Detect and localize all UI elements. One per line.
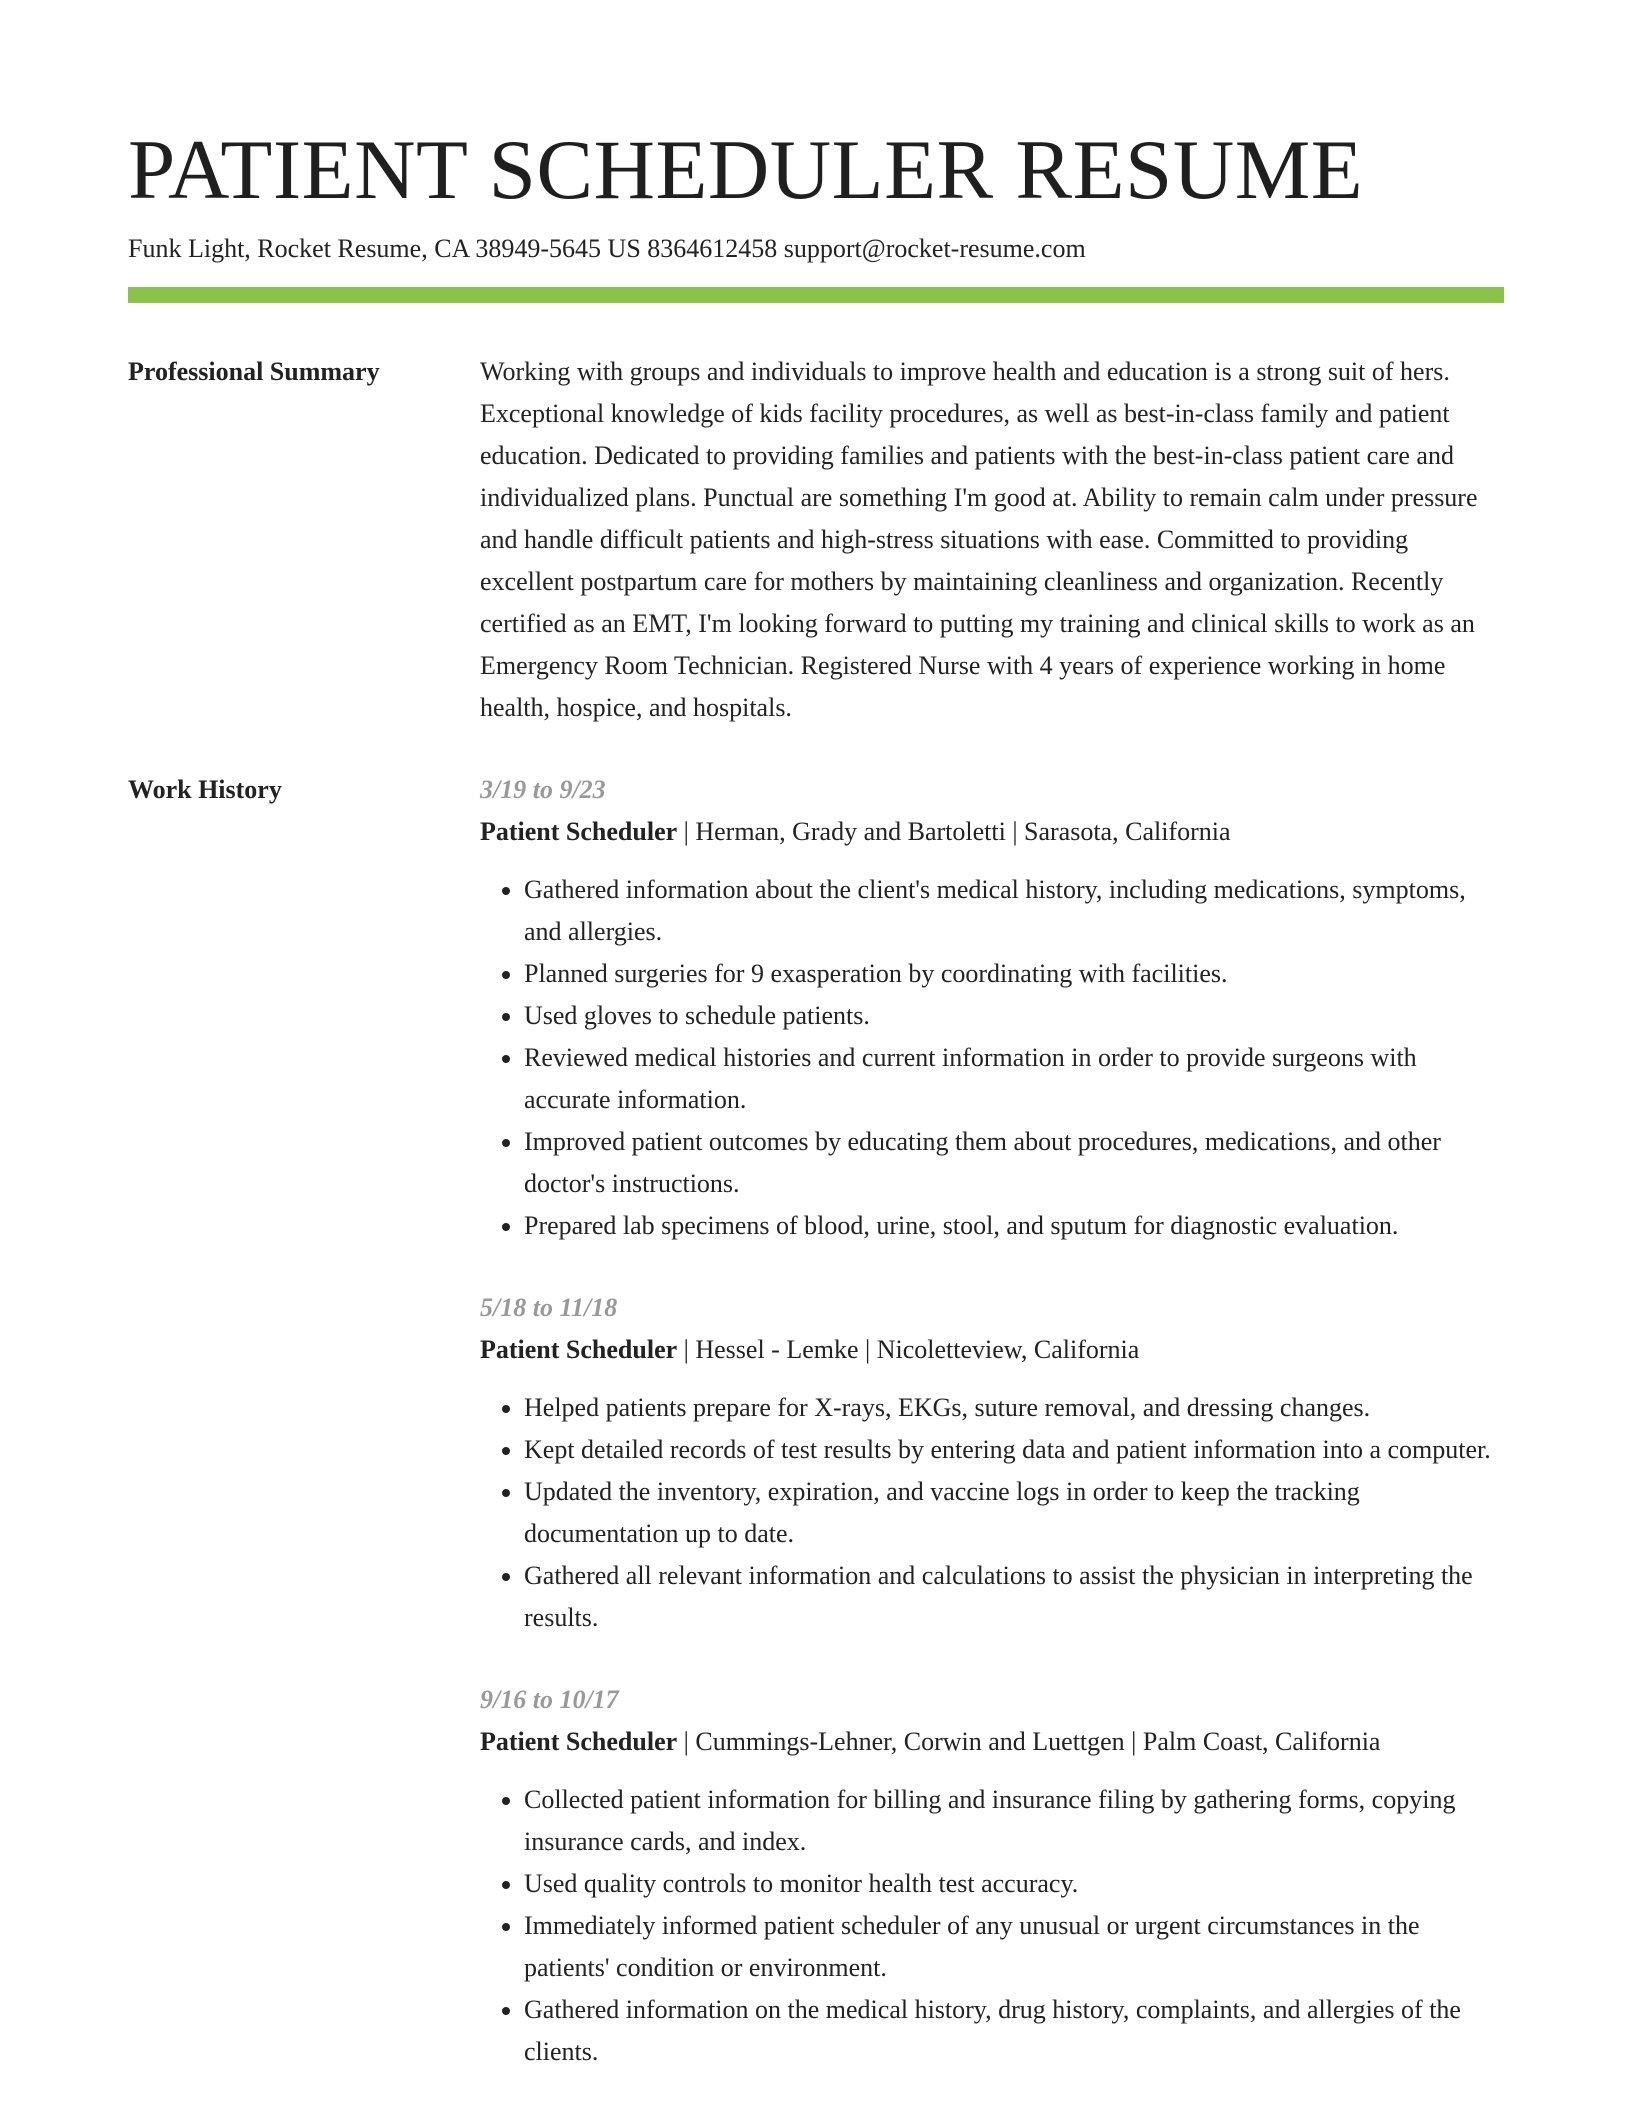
job-employer-location: | Herman, Grady and Bartoletti | Sarasota, California [677, 817, 1231, 846]
header-divider [128, 287, 1504, 303]
job-dates: 3/19 to 9/23 [480, 775, 606, 804]
job-duty: • Kept detailed records of test results by entering data and patient information into a computer. [524, 1429, 1504, 1471]
job-heading [480, 1329, 1504, 1371]
job-duty: • Gathered all relevant information and calculations to assist the physician in interpreting the results. [524, 1555, 1504, 1639]
resume-title: PATIENT SCHEDULER RESUME [128, 123, 1364, 217]
job-title: Patient Scheduler [480, 817, 678, 846]
work-history-section [128, 769, 1504, 2073]
job-duty: • Reviewed medical histories and current information in order to provide surgeons with accurate information. [524, 1037, 1504, 1121]
job-employer-location: | Hessel - Lemke | Nicoletteview, California [677, 1335, 1140, 1364]
job-duties-list [480, 1779, 1504, 2073]
job-duty: • Improved patient outcomes by educating them about procedures, medications, and other doctor's instructions. [524, 1121, 1504, 1205]
job-duty: • Collected patient information for billing and insurance filing by gathering forms, copying insurance cards, and index. [524, 1779, 1504, 1863]
job-duty: • Used quality controls to monitor health test accuracy. [524, 1863, 1504, 1905]
job-dates: 9/16 to 10/17 [480, 1685, 619, 1714]
resume-page [128, 120, 1504, 2073]
section-heading-summary: Professional Summary [128, 357, 380, 386]
job-entry [480, 1679, 1504, 2073]
job-title: Patient Scheduler [480, 1727, 678, 1756]
job-dates: 5/18 to 11/18 [480, 1293, 618, 1322]
contact-info: Funk Light, Rocket Resume, CA 38949-5645 US 8364612458 support@rocket-resume.com [128, 234, 1086, 263]
job-duty: • Immediately informed patient scheduler of any unusual or urgent circumstances in the patients' condition or environment. [524, 1905, 1504, 1989]
job-heading [480, 1721, 1504, 1763]
summary-text: Working with groups and individuals to improve health and education is a strong suit of hers. Exceptional knowledge of kids facility procedures, as well as best-in-class family and patient education. Dedicated to providing families and patients with the best-in-class patient care and individualized plans. Punctual are something I'm good at. Ability to remain calm under pressure and handle difficult patients and high-stress situations with ease. Committed to providing excellent postpartum care for mothers by maintaining cleanliness and organization. Recently certified as an EMT, I'm looking forward to putting my training and clinical skills to work as an Emergency Room Technician. Registered Nurse with 4 years of experience working in home health, hospice, and hospitals. [480, 357, 1478, 722]
job-employer-location: | Cummings-Lehner, Corwin and Luettgen | Palm Coast, California [677, 1727, 1381, 1756]
job-heading [480, 811, 1504, 853]
job-duty: • Prepared lab specimens of blood, urine, stool, and sputum for diagnostic evaluation. [524, 1205, 1504, 1247]
job-duty: • Gathered information on the medical history, drug history, complaints, and allergies of the clients. [524, 1989, 1504, 2073]
job-duties-list [480, 1387, 1504, 1639]
job-duty: • Helped patients prepare for X-rays, EKGs, suture removal, and dressing changes. [524, 1387, 1504, 1429]
job-entry [480, 769, 1504, 1247]
job-entry [480, 1287, 1504, 1639]
job-duties-list [480, 869, 1504, 1247]
summary-body [480, 351, 1504, 729]
professional-summary-section [128, 351, 1504, 729]
job-duty: • Gathered information about the client's medical history, including medications, symptoms, and allergies. [524, 869, 1504, 953]
job-duty: • Planned surgeries for 9 exasperation by coordinating with facilities. [524, 953, 1504, 995]
job-duty: • Used gloves to schedule patients. [524, 995, 1504, 1037]
work-history-body [480, 769, 1504, 2073]
job-duty: • Updated the inventory, expiration, and vaccine logs in order to keep the tracking documentation up to date. [524, 1471, 1504, 1555]
section-heading-work-history: Work History [128, 775, 282, 804]
job-title: Patient Scheduler [480, 1335, 678, 1364]
